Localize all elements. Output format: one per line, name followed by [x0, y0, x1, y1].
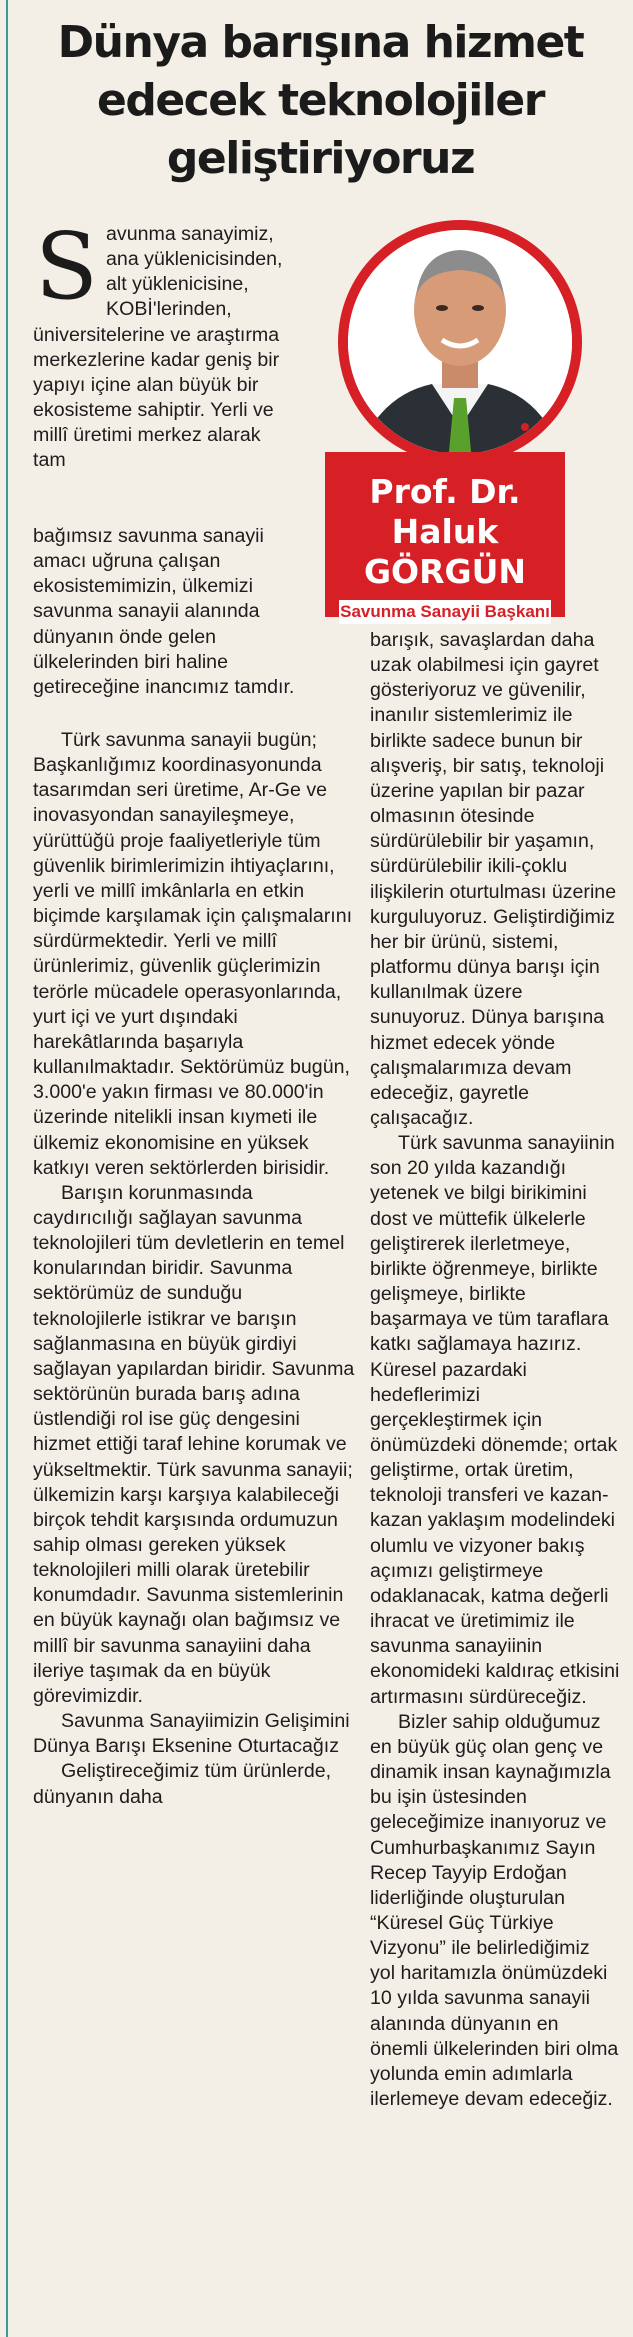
- article-column-1-mid: [33, 524, 303, 700]
- paragraph-3: Barışın korunmasında caydırıcılığı sağlayan savunma teknolojileri tüm devletlerin en temel konularından biridir. Savunma sektörümüz de sunduğu teknolojilerle istikrar ve barışın sağlanmasına en büyük girdiyi sağlayan yapılardan biridir. Savunma sektörünün burada barış adına üstlendiği rol ise güç dengesini hizmet ettiği taraf lehine korumak ve yükseltmektir. Türk savunma sanayii; ülkemizin karşı karşıya kalabileceği birçok tehdit karşısında ordumuzun sahip olması gereken yüksek teknolojileri milli olarak üretebilir konumdadır. Savunma sistemlerinin en büyük kaynağı olan bağımsız ve millî bir savunma sanayiini daha ileriye taşımak da en büyük görevimizdir.: [33, 1181, 355, 1707]
- byline-role: Savunma Sanayii Başkanı: [339, 600, 551, 624]
- headline-line-2: edecek teknolojiler: [97, 75, 544, 126]
- paragraph-1-top: avunma sanayimiz, ana yüklenicisinden, alt yüklenicisine, KOBİ'lerinden, üniversitelerine ve araştırma merkezlerine kadar geniş bir yapıyı içine alan büyük bir ekosisteme sahiptir. Yerli ve millî üretimi merkez alarak tam: [33, 223, 283, 472]
- headline: [18, 14, 623, 188]
- paragraph-2: Türk savunma sanayii bugün; Başkanlığımız koordinasyonunda tasarımdan seri üretime, Ar-Ge ve inovasyondan sanayileşmeye, yürüttüğü proje faaliyetleriyle tüm güvenlik birimlerimizin ihtiyaçlarını, yerli ve millî imkânlarla en etkin biçimde karşılamak için çalışmalarını sürdürmektedir. Yerli ve millî ürünlerimiz, güvenlik güçlerimizin terörle mücadele operasyonlarında, yurt içi ve yurt dışındaki harekâtlarında başarıyla kullanılmaktadır. Sektörümüz bugün, 3.000'e yakın firması ve 80.000'in üzerinde nitelikli insan kıymeti ile ülkemiz ekonomisine en yüksek katkıyı veren sektörlerden birisidir.: [33, 729, 353, 1179]
- paragraph-4-start: Geliştireceğimiz tüm ürünlerde, dünyanın daha: [33, 1760, 332, 1808]
- headline-line-3: geliştiriyoruz: [166, 133, 475, 184]
- subhead: Savunma Sanayiimizin Gelişimini Dünya Barışı Eksenine Oturtacağız: [33, 1710, 350, 1758]
- paragraph-5: Türk savunma sanayiinin son 20 yılda kazandığı yetenek ve bilgi birikimini dost ve müttefik ülkelerle geliştirerek ilerletmeye, birlikte öğrenmeye, birlikte gelişmeye, birlikte başarmaya ve tüm taraflara katkı sağlamaya hazırız. Küresel pazardaki hedeflerimizi gerçekleştirmek için önümüzdeki dönemde; ortak geliştirme, ortak üretim, teknoloji transferi ve kazan-kazan yaklaşım modelindeki olumlu ve vizyoner bakış açımızı geliştirmeye odaklanacak, katma değerli ihracat ve üretimimiz ile savunma sanayiinin ekonomideki kaldıraç etkisini artırmasını sürdüreceğiz.: [370, 1132, 620, 1708]
- article-column-2: [370, 628, 620, 2112]
- author-portrait: [282, 212, 602, 472]
- byline-title: Prof. Dr.: [369, 472, 521, 511]
- paragraph-1-bottom: bağımsız savunma sanayii amacı uğruna çalışan ekosistemimizin, ülkemizi savunma sanayii alanında dünyanın önde gelen ülkelerinden biri haline getireceğine inancımız tamdır.: [33, 525, 295, 698]
- article-column-1: [33, 728, 355, 1810]
- paragraph-4-cont: barışık, savaşlardan daha uzak olabilmesi için gayret gösteriyoruz ve güvenilir, inanılır sistemlerimiz ile birlikte sadece bunun bir alışveriş, bir satış, teknoloji üzerine yapılan bir pazar olmasının ötesinde sürdürülebilir bir yaşamın, sürdürülebilir ikili-çoklu ilişkilerin oturtulması üzerine kurguluyoruz. Geliştirdiğimiz her bir ürünü, sistemi, platformu dünya barışı için kullanılmak üzere sunuyoruz. Dünya barışına hizmet edecek yönde çalışmalarımıza devam edeceğiz, gayretle çalışacağız.: [370, 629, 617, 1129]
- dropcap: S: [35, 213, 99, 320]
- headline-line-1: Dünya barışına hizmet: [57, 17, 584, 68]
- paragraph-6: Bizler sahip olduğumuz en büyük güç olan genç ve dinamik insan kaynağımızla bu işin üstesinden geleceğimize inanıyoruz ve Cumhurbaşkanımız Sayın Recep Tayyip Erdoğan liderliğinde oluşturulan “Küresel Güç Türkiye Vizyonu” ile belirlediğimiz yol haritamızla önümüzdeki 10 yılda savunma sanayii alanında dünyanın en önemli ülkelerinden biri olma yolunda emin adımlarla ilerlemeye devam edeceğiz.: [370, 1710, 619, 2111]
- article-column-1-top: [33, 213, 295, 474]
- column-rule: [6, 0, 8, 2337]
- byline-name: Haluk GÖRGÜN: [363, 512, 527, 591]
- byline-box: [325, 452, 565, 621]
